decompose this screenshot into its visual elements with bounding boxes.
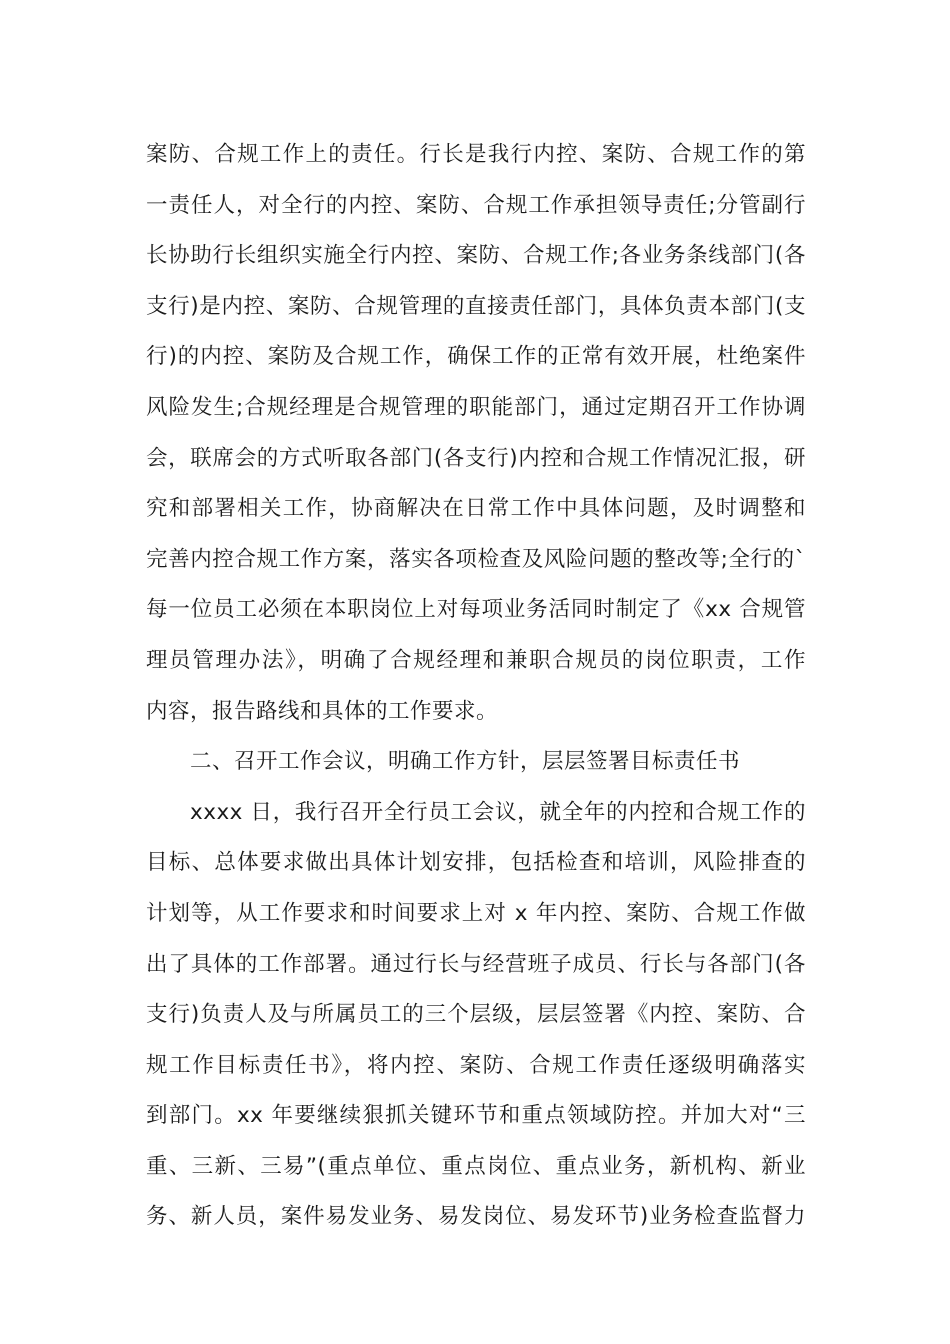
- text-line: 内容，报告路线和具体的工作要求。: [146, 698, 499, 724]
- text-line: 理员管理办法》，明确了合规经理和兼职合规员的岗位职责，工作: [146, 647, 806, 673]
- text-line: 完善内控合规工作方案，落实各项检查及风险问题的整改等;全行的`: [146, 546, 806, 572]
- text-line: 一责任人，对全行的内控、案防、合规工作承担领导责任;分管副行: [146, 192, 806, 218]
- text-line: 支行)负责人及与所属员工的三个层级，层层签署《内控、案防、合: [146, 1002, 806, 1028]
- text-line: 重、三新、三易”(重点单位、重点岗位、重点业务，新机构、新业: [146, 1153, 806, 1179]
- text-line: 长协助行长组织实施全行内控、案防、合规工作;各业务条线部门(各: [146, 243, 806, 269]
- text-line: 支行)是内控、案防、合规管理的直接责任部门，具体负责本部门(支: [146, 293, 806, 319]
- text-line: 风险发生;合规经理是合规管理的职能部门，通过定期召开工作协调: [146, 394, 806, 420]
- text-line: 每一位员工必须在本职岗位上对每项业务活同时制定了《xx 合规管: [146, 597, 806, 623]
- text-line: 计划等，从工作要求和时间要求上对 x 年内控、案防、合规工作做: [146, 900, 806, 926]
- text-line: xxxx 日，我行召开全行员工会议，就全年的内控和合规工作的: [190, 799, 806, 825]
- text-line: 行)的内控、案防及合规工作，确保工作的正常有效开展，杜绝案件: [146, 344, 806, 370]
- text-line: 出了具体的工作部署。通过行长与经营班子成员、行长与各部门(各: [146, 951, 806, 977]
- section-heading: 二、召开工作会议，明确工作方针，层层签署目标责任书: [190, 749, 741, 775]
- text-line: 规工作目标责任书》，将内控、案防、合规工作责任逐级明确落实: [146, 1052, 806, 1078]
- text-line: 目标、总体要求做出具体计划安排，包括检查和培训，风险排查的: [146, 850, 806, 876]
- text-line: 案防、合规工作上的责任。行长是我行内控、案防、合规工作的第: [146, 142, 806, 167]
- text-line: 到部门。xx 年要继续狠抓关键环节和重点领域防控。并加大对“三: [146, 1103, 806, 1129]
- text-line: 究和部署相关工作，协商解决在日常工作中具体问题，及时调整和: [146, 496, 806, 522]
- text-line: 会，联席会的方式听取各部门(各支行)内控和合规工作情况汇报，研: [146, 445, 806, 471]
- document-body: [146, 130, 806, 1243]
- text-line: 务、新人员，案件易发业务、易发岗位、易发环节)业务检查监督力: [146, 1204, 806, 1230]
